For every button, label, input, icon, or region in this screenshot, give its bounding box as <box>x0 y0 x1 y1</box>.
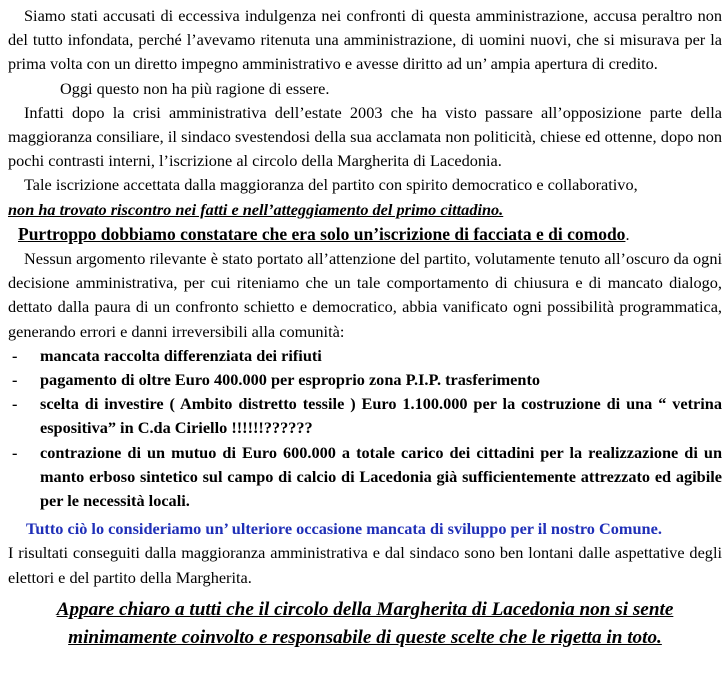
list-item <box>8 368 722 392</box>
issues-list <box>8 344 722 513</box>
list-item <box>8 392 722 440</box>
closing-line-1: Appare chiaro a tutti che il circolo della Margherita di Lacedonia non si sente <box>56 598 674 620</box>
list-item <box>8 441 722 514</box>
paragraph-registration <box>8 173 722 221</box>
paragraph-crisis: Infatti dopo la crisi amministrativa dell’estate 2003 che ha visto passare all’opposizione parte della maggioranza consiliare, il sindaco svestendosi della sua acclamata non politicità, chiese ed ottenne, dopo non pochi contrasti interni, l’iscrizione al circolo della Margherita di Lacedonia. <box>8 102 722 171</box>
missed-opportunity-line: Tutto ciò lo consideriamo un’ ulteriore occasione mancata di sviluppo per il nostro Comune. <box>26 519 662 539</box>
list-item-text: mancata raccolta differenziata dei rifiuti <box>40 345 322 365</box>
list-item-text: scelta di investire ( Ambito distretto tessile ) Euro 1.100.000 per la costruzione di una “ vetrina espositiva” in C.da Ciriello !!!!!!?????? <box>40 394 722 438</box>
highlight-line <box>8 222 722 247</box>
paragraph-accusation: Siamo stati accusati di eccessiva indulgenza nei confronti di questa amministrazione, accusa peraltro non del tutto infondata, perché l’avevamo ritenuta una amministrazione, di uomini nuovi, che si misurava per la prima volta con un diretto impegno amministrativo e avesse diritto ad un’ ampia apertura di credito. <box>8 6 722 74</box>
closing-statement <box>8 596 722 652</box>
list-marker: - <box>12 345 18 365</box>
registration-text: Tale iscrizione accettata dalla maggioranza del partito con spirito democratico e collaborativo, <box>24 175 638 195</box>
closing-line-2: minimamente coinvolto e responsabile di queste scelte che le rigetta in toto. <box>68 626 662 648</box>
list-item-text: pagamento di oltre Euro 400.000 per esproprio zona P.I.P. trasferimento <box>40 370 541 390</box>
list-item <box>8 344 722 368</box>
highlight-period: . <box>625 224 630 244</box>
paragraph-today: Oggi questo non ha più ragione di essere. <box>60 78 330 98</box>
paragraph-no-dialogue: Nessun argomento rilevante è stato portato all’attenzione del partito, volutamente tenuto all’oscuro da ogni decisione amministrativa, per cui riteniamo che un tale comportamento di chiusura e di mancato dialogo, dettato dalla paura di un confronto schietto e democratico, abbia vanificato ogni possibilità programmatica, generando errori e danni irreversibili alla comunità: <box>8 249 722 341</box>
list-item-text: contrazione di un mutuo di Euro 600.000 a totale carico dei cittadini per la realizzazione di un manto erboso sintetico sul campo di calcio di Lacedonia già sufficientemente attrezzato ed agibile per le necessità locali. <box>40 442 722 511</box>
registration-emphasis: non ha trovato riscontro nei fatti e nell’atteggiamento del primo cittadino. <box>8 199 504 219</box>
list-marker: - <box>12 394 18 414</box>
list-marker: - <box>12 442 18 462</box>
list-marker: - <box>12 370 18 390</box>
highlight-statement: Purtroppo dobbiamo constatare che era solo un’iscrizione di facciata e di comodo <box>18 223 626 244</box>
paragraph-results: I risultati conseguiti dalla maggioranza amministrativa e dal sindaco sono ben lontani dalle aspettative degli elettori e del partito della Margherita. <box>8 543 722 587</box>
